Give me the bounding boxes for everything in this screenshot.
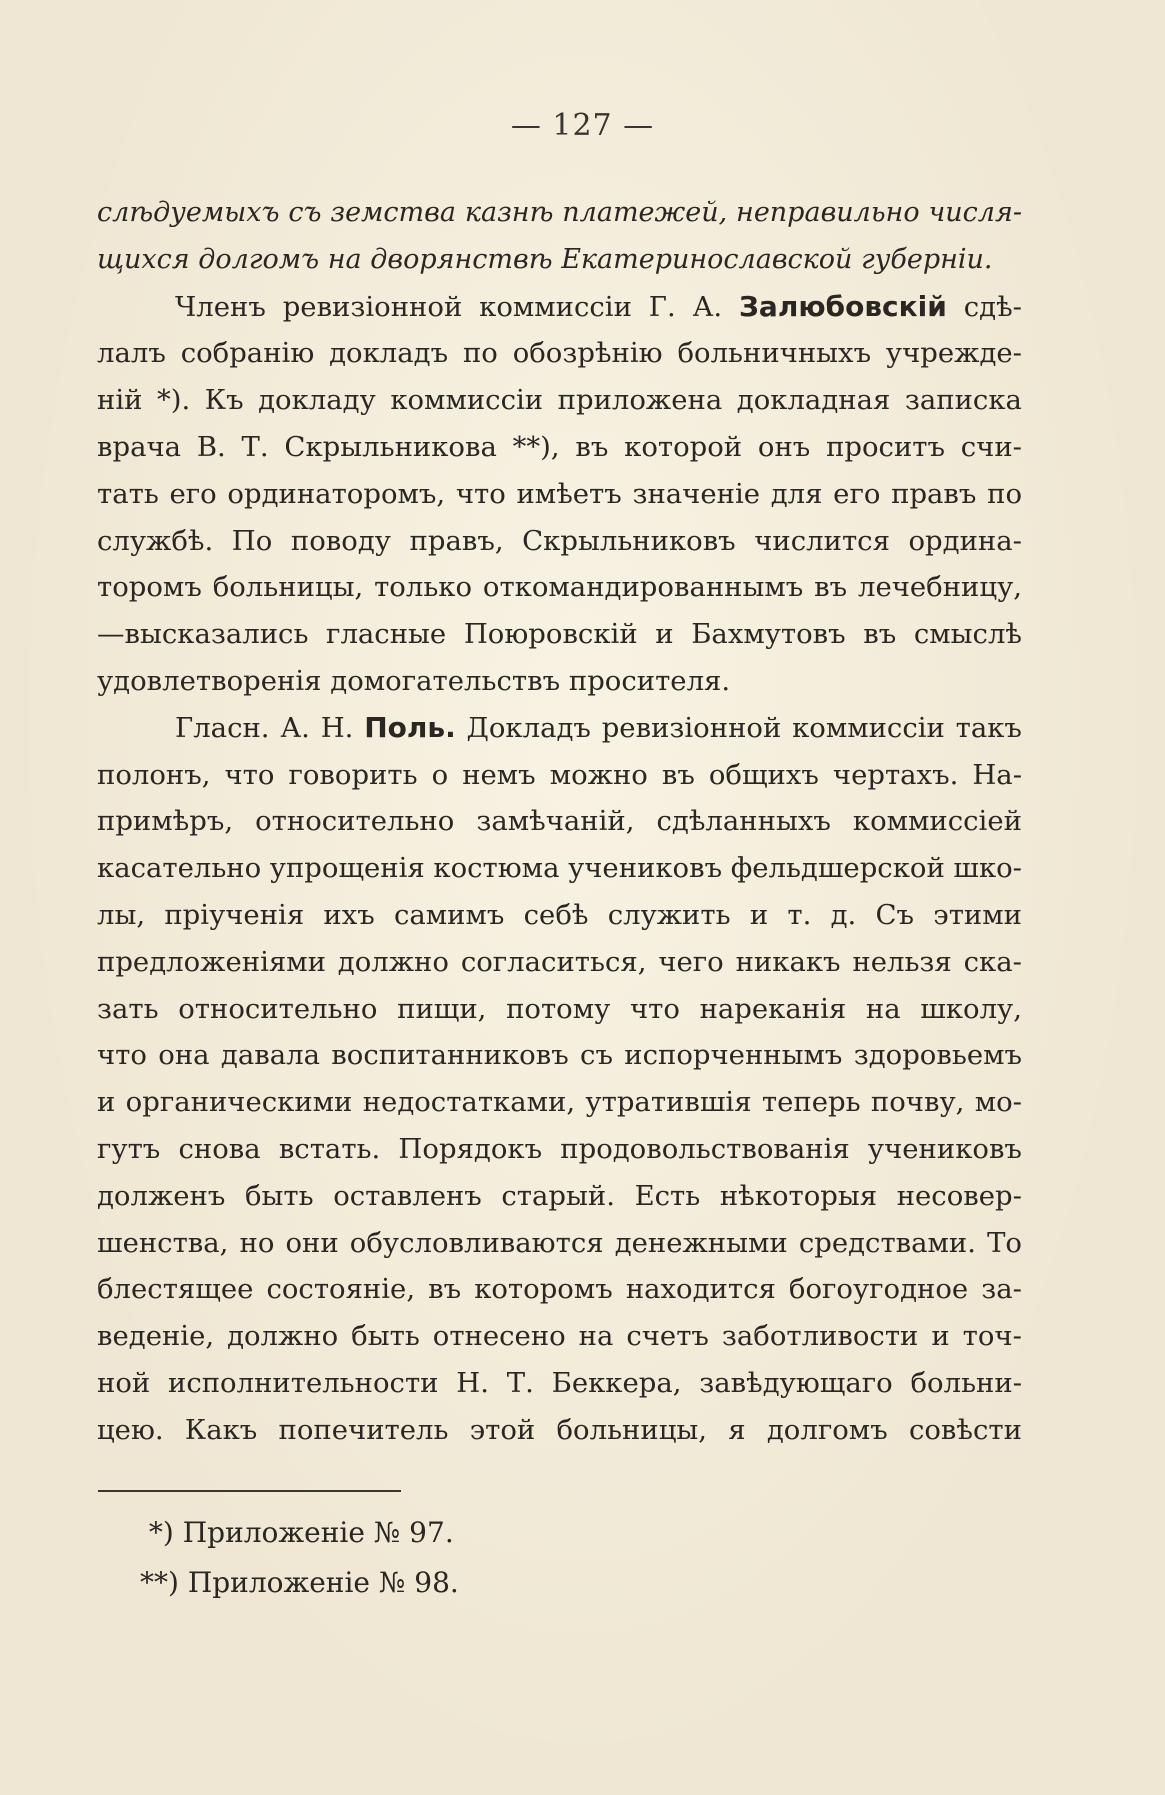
word: въ	[428, 1273, 462, 1306]
word: обусловливаются	[349, 1226, 604, 1259]
word: по	[462, 337, 498, 370]
word: примѣръ,	[97, 805, 234, 838]
word: состояніе,	[266, 1273, 416, 1306]
person-name: Поль.	[364, 710, 456, 744]
word: почву,	[870, 1086, 965, 1119]
word: докладъ	[329, 337, 449, 370]
word: правъ	[891, 477, 977, 510]
word: значеніе	[632, 477, 761, 510]
word: долгомъ	[766, 1413, 888, 1446]
word: нельзя	[852, 945, 952, 978]
word: веденіе,	[97, 1320, 215, 1353]
word: денежными	[614, 1226, 788, 1259]
word: на	[327, 243, 362, 275]
word: должно	[227, 1320, 339, 1353]
word: лы,	[97, 898, 146, 931]
word: можно	[549, 758, 648, 791]
word: мо-	[974, 1086, 1022, 1119]
word: самимъ	[394, 898, 505, 931]
word: гутъ	[97, 1132, 161, 1165]
word: себѣ	[523, 898, 589, 931]
word: говорить	[288, 758, 418, 791]
word: На-	[972, 758, 1022, 791]
word: губерніи.	[861, 243, 993, 275]
word: и	[749, 898, 769, 931]
word: заботливости	[721, 1320, 919, 1353]
word: долгомъ	[198, 243, 320, 275]
footnote-divider	[98, 1490, 401, 1492]
word: общихъ	[708, 758, 819, 791]
word: имѣетъ	[516, 477, 622, 510]
word: попечитель	[278, 1413, 449, 1446]
word: Н.	[456, 1366, 489, 1399]
word: То	[987, 1226, 1022, 1259]
word: этой	[469, 1413, 536, 1446]
word: лечебницу,	[857, 571, 1022, 604]
word: и	[655, 618, 674, 651]
word: служить	[607, 898, 731, 931]
word: для	[770, 477, 823, 510]
word: Гласн.	[175, 711, 270, 744]
word: его	[169, 477, 217, 510]
text-line	[97, 471, 1022, 518]
word: Порядокъ	[398, 1132, 543, 1165]
footnote: **) Приложеніе № 98.	[140, 1566, 459, 1599]
word: касательно	[97, 852, 262, 885]
text-line	[97, 611, 1022, 658]
word: старый.	[501, 1179, 615, 1212]
word: по	[987, 477, 1022, 510]
word: должно	[337, 945, 449, 978]
text-line	[97, 705, 1022, 752]
word: съ	[580, 1039, 613, 1072]
word: Членъ	[175, 290, 266, 323]
text-line	[97, 518, 1022, 565]
text-line	[97, 1032, 1022, 1079]
word: тать	[97, 477, 159, 510]
word: чего	[658, 945, 724, 978]
word: щихся	[97, 243, 190, 275]
text-line	[97, 424, 1022, 471]
word: быть	[244, 1179, 314, 1212]
word: сдѣ-	[963, 290, 1022, 323]
word: теперь	[761, 1086, 861, 1119]
word: ній	[97, 384, 143, 417]
word: о	[431, 758, 449, 791]
text-line	[97, 658, 1022, 705]
text-line	[97, 752, 1022, 799]
text-line	[97, 377, 1022, 424]
word: продовольствованія	[560, 1132, 850, 1165]
word: долженъ	[97, 1179, 226, 1212]
text-line	[97, 564, 1022, 611]
word: коммиссіи	[390, 384, 544, 417]
word: сдѣланныхъ	[656, 805, 831, 838]
word: завѣдующаго	[699, 1366, 893, 1399]
word: на	[578, 1320, 614, 1353]
word: школу,	[920, 992, 1022, 1025]
word: что	[97, 1039, 147, 1072]
word: такъ	[955, 711, 1022, 744]
word: счи-	[960, 430, 1022, 463]
word: правъ,	[409, 524, 504, 557]
word: его	[833, 477, 881, 510]
word: Т.	[506, 1366, 534, 1399]
word: А.	[692, 290, 723, 323]
word: снова	[178, 1132, 261, 1165]
word: коммиссіи	[479, 290, 632, 323]
text-line	[97, 1360, 1022, 1407]
word: блестящее	[97, 1273, 254, 1306]
word: Къ	[204, 384, 244, 417]
word: я	[728, 1413, 746, 1446]
word: ной	[97, 1366, 151, 1399]
word: А.	[280, 711, 310, 744]
word: гласные	[326, 618, 447, 651]
text-line	[97, 892, 1022, 939]
word: Г.	[648, 290, 676, 323]
word: **),	[512, 430, 560, 463]
word: предложеніями	[97, 945, 326, 978]
word: исполнительности	[167, 1366, 439, 1399]
word: смыслѣ	[913, 618, 1022, 651]
word: учениковъ	[867, 1132, 1022, 1165]
word: больницы,	[212, 571, 364, 604]
word: они	[285, 1226, 339, 1259]
word: больни-	[910, 1366, 1022, 1399]
word: богоугодное	[788, 1273, 969, 1306]
word: утратившія	[585, 1086, 752, 1119]
word: ординаторомъ,	[227, 477, 446, 510]
word: быть	[351, 1320, 420, 1353]
word: въ	[814, 571, 848, 604]
text-line	[97, 1220, 1022, 1267]
word: ордина-	[908, 524, 1022, 557]
word: обозрѣнію	[512, 337, 663, 370]
word: которомъ	[474, 1273, 613, 1306]
word: Екатеринославской	[561, 243, 853, 275]
word: въ	[575, 430, 609, 463]
word: докладу	[258, 384, 376, 417]
word: т.	[787, 898, 812, 931]
word: за-	[981, 1273, 1022, 1306]
word: но	[239, 1226, 275, 1259]
body-text	[97, 190, 1022, 1454]
word: ревизіонной	[601, 711, 782, 744]
word: замѣчаній,	[476, 805, 635, 838]
word: совѣсти	[908, 1413, 1022, 1446]
word: она	[158, 1039, 210, 1072]
word: счетъ	[626, 1320, 709, 1353]
word: *).	[157, 384, 191, 417]
word: на	[865, 992, 901, 1025]
text-line	[97, 1266, 1022, 1313]
word: коммиссіей	[852, 805, 1022, 838]
word: Какъ	[184, 1413, 258, 1446]
word: больничныхъ	[677, 337, 872, 370]
word: В.	[196, 430, 226, 463]
word: числится	[754, 524, 890, 557]
text-line	[97, 237, 1022, 284]
word: полонъ,	[97, 758, 211, 791]
word: относительно	[178, 992, 378, 1025]
text-line	[97, 1126, 1022, 1173]
word: приложена	[557, 384, 723, 417]
word: зать	[97, 992, 159, 1025]
word: слѣдуемыхъ	[97, 197, 280, 228]
word: и	[97, 1086, 116, 1119]
word: шко-	[953, 852, 1022, 885]
word: немъ	[462, 758, 536, 791]
word: точ-	[962, 1320, 1022, 1353]
word: находится	[625, 1273, 776, 1306]
word: испорченнымъ	[624, 1039, 843, 1072]
word: чертахъ.	[832, 758, 959, 791]
word: фельдшерской	[730, 852, 945, 885]
text-line	[97, 1173, 1022, 1220]
word: пищи,	[397, 992, 487, 1025]
word: что	[224, 758, 275, 791]
word: нѣкоторыя	[719, 1179, 878, 1212]
word: больницы,	[556, 1413, 708, 1446]
word: неправильно	[736, 197, 920, 228]
word: цею.	[97, 1413, 164, 1446]
word: въ	[863, 618, 897, 651]
word: Бахмутовъ	[691, 618, 846, 651]
word: здоровьемъ	[853, 1039, 1022, 1072]
text-line	[97, 798, 1022, 845]
word: Скрыльниковъ	[522, 524, 736, 557]
word: онъ	[757, 430, 811, 463]
word: никакъ	[735, 945, 841, 978]
word: земства	[330, 197, 456, 228]
text-line	[97, 845, 1022, 892]
word: упрощенія	[269, 852, 425, 885]
word: записка	[904, 384, 1022, 417]
word: По	[231, 524, 273, 557]
text-line	[97, 939, 1022, 986]
word: просителя.	[568, 664, 731, 697]
text-line	[97, 1313, 1022, 1360]
word: средствами.	[798, 1226, 976, 1259]
word: и	[931, 1320, 950, 1353]
word: встать.	[278, 1132, 381, 1165]
word: органическими	[125, 1086, 353, 1119]
footnotes	[140, 1508, 840, 1608]
word: этими	[933, 898, 1022, 931]
word: врача	[97, 430, 182, 463]
word: что	[455, 477, 506, 510]
person-name: Залюбовскій	[739, 289, 947, 323]
word: костюма	[433, 852, 560, 885]
word: поводу	[290, 524, 391, 557]
word: проситъ	[826, 430, 945, 463]
word: учениковъ	[568, 852, 723, 885]
word: давала	[220, 1039, 320, 1072]
word: Есть	[634, 1179, 701, 1212]
word: въ	[661, 758, 695, 791]
text-line	[97, 1407, 1022, 1454]
text-line	[97, 986, 1022, 1033]
word: потому	[506, 992, 611, 1025]
word: Скрыльникова	[284, 430, 497, 463]
word: дворянствѣ	[370, 243, 553, 275]
word: съ	[288, 197, 322, 228]
word: ихъ	[323, 898, 375, 931]
word: домогательствъ	[330, 664, 561, 697]
word: д.	[830, 898, 857, 931]
word: недостатками,	[362, 1086, 576, 1119]
word: Т.	[241, 430, 269, 463]
word: которой	[624, 430, 743, 463]
word: отнесено	[432, 1320, 566, 1353]
word: —высказались	[97, 618, 309, 651]
text-line	[97, 284, 1022, 331]
word: шенства,	[97, 1226, 229, 1259]
word: платежей,	[562, 197, 728, 228]
word: оставленъ	[333, 1179, 482, 1212]
word: ска-	[963, 945, 1022, 978]
word: Поюровскій	[463, 618, 638, 651]
word: докладная	[736, 384, 891, 417]
word: согласиться,	[460, 945, 647, 978]
text-line	[97, 330, 1022, 377]
word: Н.	[320, 711, 354, 744]
word: казнѣ	[464, 197, 554, 228]
word: собранію	[180, 337, 315, 370]
word: числя-	[928, 197, 1022, 228]
text-line	[97, 1079, 1022, 1126]
word: лалъ	[97, 337, 166, 370]
word: ревизіонной	[282, 290, 463, 323]
word: только	[374, 571, 473, 604]
word: что	[629, 992, 680, 1025]
word: Съ	[875, 898, 915, 931]
word: воспитанниковъ	[331, 1039, 569, 1072]
text-line	[97, 190, 1022, 237]
word: относительно	[255, 805, 455, 838]
word: Беккера,	[551, 1366, 682, 1399]
word: несовер-	[896, 1179, 1022, 1212]
word: откомандированнымъ	[482, 571, 804, 604]
word: удовлетворенія	[97, 664, 322, 697]
page-number: — 127 —	[510, 108, 655, 143]
word: пріученія	[164, 898, 305, 931]
word: коммиссіи	[792, 711, 945, 744]
word: Докладъ	[466, 711, 591, 744]
word: службѣ.	[97, 524, 214, 557]
word: учрежде-	[885, 337, 1022, 370]
footnote: *) Приложеніе № 97.	[140, 1516, 454, 1549]
word: торомъ	[97, 571, 202, 604]
word: нареканія	[699, 992, 847, 1025]
